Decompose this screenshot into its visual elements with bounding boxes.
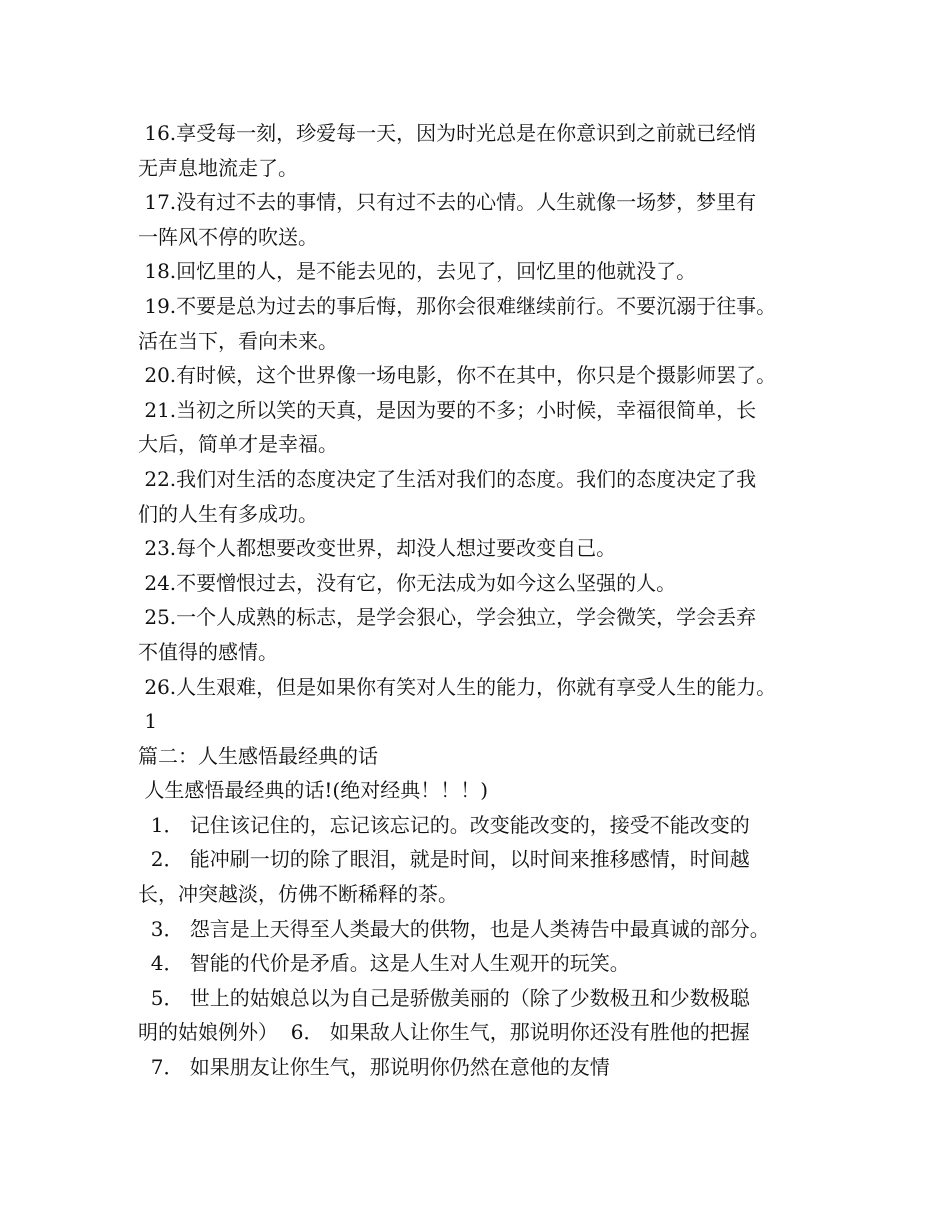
text-line: 7． 如果朋友让你生气，那说明你仍然在意他的友情 bbox=[138, 1055, 610, 1080]
text-line: 一阵风不停的吹送。 bbox=[138, 224, 318, 249]
text-line: 23.每个人都想要改变世界，却没人想过要改变自己。 bbox=[138, 536, 617, 561]
text-line: 26.人生艰难，但是如果你有笑对人生的能力，你就有享受人生的能力。 bbox=[138, 674, 777, 699]
text-line: 21.当初之所以笑的天真，是因为要的不多；小时候，幸福很简单，长 bbox=[138, 397, 757, 422]
text-line: 2． 能冲刷一切的除了眼泪，就是时间，以时间来推移感情，时间越 bbox=[138, 847, 750, 872]
text-line: 24.不要憎恨过去，没有它，你无法成为如今这么坚强的人。 bbox=[138, 570, 677, 595]
text-line: 1． 记住该记住的，忘记该忘记的。改变能改变的，接受不能改变的 bbox=[138, 812, 750, 837]
text-line: 明的姑娘例外） 6． 如果敌人让你生气，那说明你还没有胜他的把握 bbox=[138, 1020, 750, 1045]
text-line: 22.我们对生活的态度决定了生活对我们的态度。我们的态度决定了我 bbox=[138, 466, 757, 491]
section-subtitle: 人生感悟最经典的话!(绝对经典！！！) bbox=[138, 778, 488, 803]
text-line: 19.不要是总为过去的事后悔，那你会很难继续前行。不要沉溺于往事。 bbox=[138, 293, 777, 318]
text-line: 20.有时候，这个世界像一场电影，你不在其中，你只是个摄影师罢了。 bbox=[138, 363, 777, 388]
document-page bbox=[138, 116, 828, 1085]
text-line: 16.享受每一刻，珍爱每一天，因为时光总是在你意识到之前就已经悄 bbox=[138, 121, 757, 145]
section-heading: 篇二：人生感悟最经典的话 bbox=[138, 743, 378, 768]
text-line: 长，冲突越淡，仿佛不断稀释的茶。 bbox=[138, 882, 458, 907]
text-line: 5． 世上的姑娘总以为自己是骄傲美丽的（除了少数极丑和少数极聪 bbox=[138, 985, 750, 1010]
text-line: 活在当下，看向未来。 bbox=[138, 328, 338, 353]
text-line: 18.回忆里的人，是不能去见的，去见了，回忆里的他就没了。 bbox=[138, 259, 697, 284]
text-line: 无声息地流走了。 bbox=[138, 155, 298, 180]
text-line: 不值得的感情。 bbox=[138, 639, 278, 664]
text-line: 4． 智能的代价是矛盾。这是人生对人生观开的玩笑。 bbox=[138, 951, 630, 976]
page-number: 1 bbox=[138, 709, 158, 734]
text-line: 3． 怨言是上天得至人类最大的供物，也是人类祷告中最真诚的部分。 bbox=[138, 916, 770, 941]
text-line: 25.一个人成熟的标志，是学会狠心，学会独立，学会微笑，学会丢弃 bbox=[138, 605, 757, 630]
text-line: 17.没有过不去的事情，只有过不去的心情。人生就像一场梦，梦里有 bbox=[138, 190, 757, 215]
text-line: 们的人生有多成功。 bbox=[138, 501, 318, 526]
text-line: 大后，简单才是幸福。 bbox=[138, 432, 338, 457]
